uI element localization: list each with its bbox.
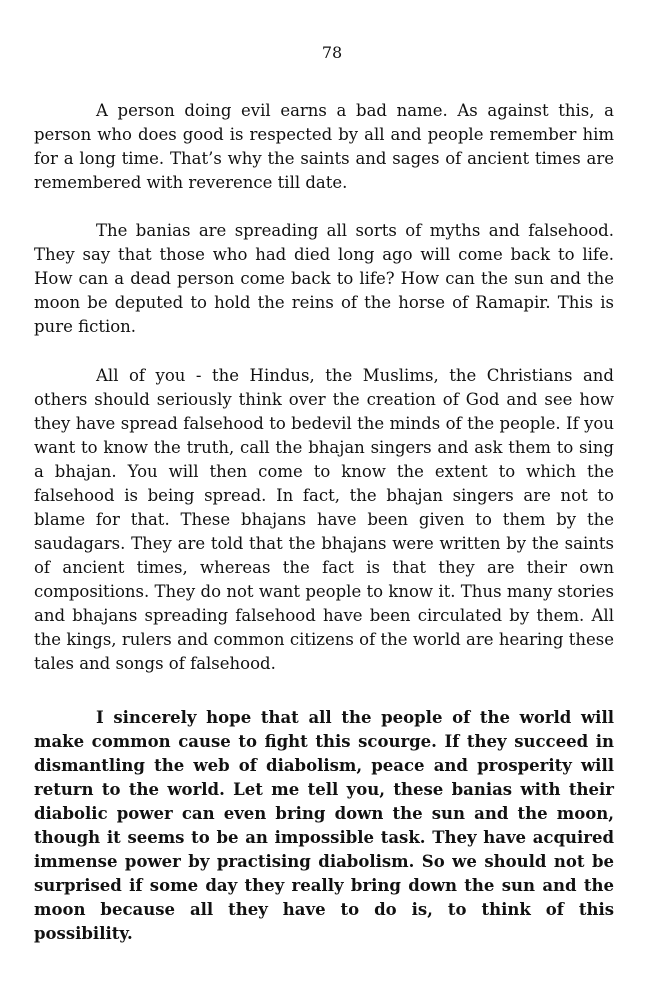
paragraph-1: A person doing evil earns a bad name. As against this, a person who does good is respected by all and people remember him for a long time. That’s why the saints and sages of ancient times are remembered with reverence till date. xyxy=(34,101,614,192)
paragraph-3: All of you - the Hindus, the Muslims, the Christians and others should seriously think over the creation of God and see how they have spread falsehood to bedevil the minds of the people. If you want to know the truth, call the bhajan singers and ask them to sing a bhajan. You will then come to know the extent to which the falsehood is being spread. In fact, the bhajan singers are not to blame for that. These bhajans have been given to them by the saudagars. They are told that the bhajans were written by the saints of ancient times, whereas the fact is that they are their own compositions. They do not want people to know it. Thus many stories and bhajans spreading falsehood have been circulated by them. All the kings, rulers and common citizens of the world are hearing these tales and songs of falsehood. xyxy=(34,366,614,673)
page-number: 78 xyxy=(321,43,343,62)
paragraph-2: The banias are spreading all sorts of myths and falsehood. They say that those who had died long ago will come back to life. How can a dead person come back to life? How can the sun and the moon be deputed to hold the reins of the horse of Ramapir. This is pure fiction. xyxy=(34,221,614,336)
paragraph-4: I sincerely hope that all the people of the world will make common cause to fight this scourge. If they succeed in dismantling the web of diabolism, peace and prosperity will return to the world. Let me tell you, these banias with their diabolic power can even bring down the sun and the moon, though it seems to be an impossible task. They have acquired immense power by practising diabolism. So we should not be surprised if some day they really bring down the sun and the moon because all they have to do is, to think of this possibility. xyxy=(34,708,614,943)
